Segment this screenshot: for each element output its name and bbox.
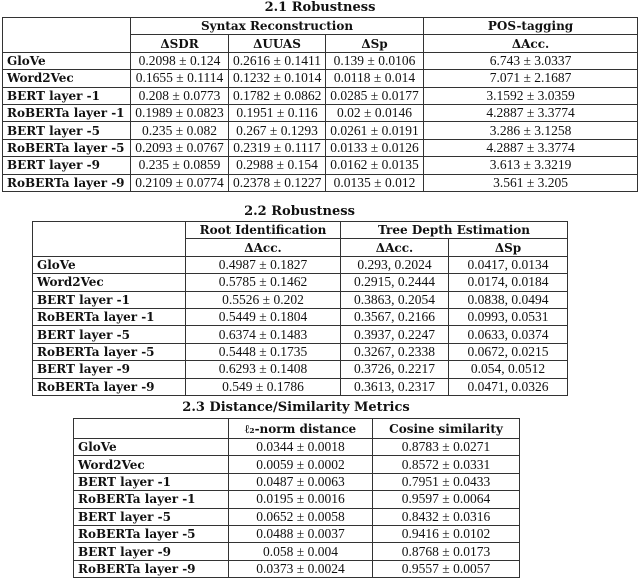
row-label: BERT layer -9 bbox=[3, 157, 131, 174]
row-label: RoBERTa layer -1 bbox=[74, 491, 229, 508]
value-cell: 0.267 ± 0.1293 bbox=[229, 122, 326, 139]
value-cell: 0.058 ± 0.004 bbox=[229, 543, 373, 560]
table-row bbox=[33, 343, 568, 360]
column-header: Cosine similarity bbox=[373, 419, 520, 439]
value-cell: 0.139 ± 0.0106 bbox=[326, 52, 424, 69]
table-row bbox=[3, 157, 638, 174]
value-cell: 0.1232 ± 0.1014 bbox=[229, 70, 326, 87]
value-cell: 0.0652 ± 0.0058 bbox=[229, 508, 373, 525]
value-cell: 0.0993, 0.0531 bbox=[449, 308, 568, 325]
value-cell: 0.0373 ± 0.0024 bbox=[229, 560, 373, 577]
distance-similarity-table bbox=[73, 418, 520, 578]
value-cell: 0.1989 ± 0.0823 bbox=[131, 104, 229, 121]
row-label: Word2Vec bbox=[33, 274, 186, 291]
table-row bbox=[74, 473, 520, 490]
value-cell: 0.0285 ± 0.0177 bbox=[326, 87, 424, 104]
row-label: BERT layer -1 bbox=[33, 291, 186, 308]
value-cell: 0.3613, 0.2317 bbox=[341, 378, 449, 395]
value-cell: 0.235 ± 0.082 bbox=[131, 122, 229, 139]
row-label: GloVe bbox=[33, 256, 186, 273]
table-row bbox=[74, 491, 520, 508]
value-cell: 0.5526 ± 0.202 bbox=[186, 291, 341, 308]
column-header: ΔAcc. bbox=[341, 239, 449, 256]
value-cell: 3.613 ± 3.3219 bbox=[424, 157, 638, 174]
value-cell: 0.7951 ± 0.0433 bbox=[373, 473, 520, 490]
row-label: RoBERTa layer -5 bbox=[74, 525, 229, 542]
empty-corner-cell bbox=[33, 222, 186, 257]
value-cell: 0.8783 ± 0.0271 bbox=[373, 439, 520, 456]
group-header: POS-tagging bbox=[424, 18, 638, 35]
column-header: ΔAcc. bbox=[186, 239, 341, 256]
row-label: RoBERTa layer -9 bbox=[33, 378, 186, 395]
value-cell: 0.5785 ± 0.1462 bbox=[186, 274, 341, 291]
row-label: BERT layer -9 bbox=[74, 543, 229, 560]
value-cell: 0.2109 ± 0.0774 bbox=[131, 174, 229, 191]
value-cell: 0.549 ± 0.1786 bbox=[186, 378, 341, 395]
value-cell: 0.0633, 0.0374 bbox=[449, 326, 568, 343]
value-cell: 0.235 ± 0.0859 bbox=[131, 157, 229, 174]
value-cell: 4.2887 ± 3.3774 bbox=[424, 139, 638, 156]
value-cell: 0.6293 ± 0.1408 bbox=[186, 361, 341, 378]
value-cell: 0.0417, 0.0134 bbox=[449, 256, 568, 273]
column-header-row bbox=[74, 419, 520, 439]
table-row bbox=[74, 456, 520, 473]
row-label: BERT layer -5 bbox=[74, 508, 229, 525]
table-row bbox=[3, 52, 638, 69]
column-header: ΔSp bbox=[326, 35, 424, 52]
value-cell: 0.5449 ± 0.1804 bbox=[186, 308, 341, 325]
value-cell: 0.8432 ± 0.0316 bbox=[373, 508, 520, 525]
value-cell: 0.3567, 0.2166 bbox=[341, 308, 449, 325]
value-cell: 0.0344 ± 0.0018 bbox=[229, 439, 373, 456]
row-label: Word2Vec bbox=[3, 70, 131, 87]
table-row bbox=[33, 361, 568, 378]
value-cell: 0.0162 ± 0.0135 bbox=[326, 157, 424, 174]
value-cell: 0.0118 ± 0.014 bbox=[326, 70, 424, 87]
value-cell: 0.1951 ± 0.116 bbox=[229, 104, 326, 121]
table-row bbox=[3, 104, 638, 121]
group-header: Tree Depth Estimation bbox=[341, 222, 568, 239]
column-header: ΔSp bbox=[449, 239, 568, 256]
table-title-robustness-2: 2.2 Robustness bbox=[244, 204, 355, 219]
value-cell: 0.1655 ± 0.1114 bbox=[131, 70, 229, 87]
row-label: RoBERTa layer -9 bbox=[3, 174, 131, 191]
table-row bbox=[3, 87, 638, 104]
row-label: RoBERTa layer -5 bbox=[33, 343, 186, 360]
row-label: GloVe bbox=[3, 52, 131, 69]
row-label: BERT layer -1 bbox=[3, 87, 131, 104]
row-label: BERT layer -5 bbox=[3, 122, 131, 139]
table-row bbox=[74, 439, 520, 456]
value-cell: 7.071 ± 2.1687 bbox=[424, 70, 638, 87]
value-cell: 0.5448 ± 0.1735 bbox=[186, 343, 341, 360]
table-row bbox=[3, 139, 638, 156]
column-header: ΔAcc. bbox=[424, 35, 638, 52]
value-cell: 3.561 ± 3.205 bbox=[424, 174, 638, 191]
value-cell: 0.0261 ± 0.0191 bbox=[326, 122, 424, 139]
value-cell: 0.0174, 0.0184 bbox=[449, 274, 568, 291]
value-cell: 4.2887 ± 3.3774 bbox=[424, 104, 638, 121]
robustness-root-depth-table bbox=[32, 221, 568, 396]
group-header: Syntax Reconstruction bbox=[131, 18, 424, 35]
value-cell: 0.0195 ± 0.0016 bbox=[229, 491, 373, 508]
table-row bbox=[33, 256, 568, 273]
value-cell: 0.2378 ± 0.1227 bbox=[229, 174, 326, 191]
row-label: RoBERTa layer -9 bbox=[74, 560, 229, 577]
column-header: ΔSDR bbox=[131, 35, 229, 52]
table-row bbox=[74, 543, 520, 560]
row-label: BERT layer -9 bbox=[33, 361, 186, 378]
value-cell: 0.2098 ± 0.124 bbox=[131, 52, 229, 69]
value-cell: 0.0471, 0.0326 bbox=[449, 378, 568, 395]
value-cell: 0.2319 ± 0.1117 bbox=[229, 139, 326, 156]
value-cell: 0.1782 ± 0.0862 bbox=[229, 87, 326, 104]
column-header: ℓ₂-norm distance bbox=[229, 419, 373, 439]
value-cell: 0.8768 ± 0.0173 bbox=[373, 543, 520, 560]
value-cell: 0.3937, 0.2247 bbox=[341, 326, 449, 343]
value-cell: 0.4987 ± 0.1827 bbox=[186, 256, 341, 273]
value-cell: 0.9597 ± 0.0064 bbox=[373, 491, 520, 508]
table-row bbox=[3, 174, 638, 191]
group-header: Root Identification bbox=[186, 222, 341, 239]
row-label: RoBERTa layer -5 bbox=[3, 139, 131, 156]
table-row bbox=[3, 122, 638, 139]
value-cell: 6.743 ± 3.0337 bbox=[424, 52, 638, 69]
table-row bbox=[74, 508, 520, 525]
robustness-syntax-pos-table bbox=[2, 17, 638, 192]
table-row bbox=[3, 70, 638, 87]
empty-corner-cell bbox=[74, 419, 229, 439]
value-cell: 0.02 ± 0.0146 bbox=[326, 104, 424, 121]
value-cell: 0.6374 ± 0.1483 bbox=[186, 326, 341, 343]
value-cell: 0.2093 ± 0.0767 bbox=[131, 139, 229, 156]
value-cell: 0.9557 ± 0.0057 bbox=[373, 560, 520, 577]
value-cell: 3.286 ± 3.1258 bbox=[424, 122, 638, 139]
value-cell: 0.0059 ± 0.0002 bbox=[229, 456, 373, 473]
table-row bbox=[33, 308, 568, 325]
table-row bbox=[33, 291, 568, 308]
group-header-row bbox=[3, 18, 638, 35]
value-cell: 0.293, 0.2024 bbox=[341, 256, 449, 273]
row-label: BERT layer -1 bbox=[74, 473, 229, 490]
value-cell: 0.0488 ± 0.0037 bbox=[229, 525, 373, 542]
value-cell: 0.2915, 0.2444 bbox=[341, 274, 449, 291]
table-row bbox=[33, 274, 568, 291]
row-label: RoBERTa layer -1 bbox=[3, 104, 131, 121]
row-label: Word2Vec bbox=[74, 456, 229, 473]
row-label: BERT layer -5 bbox=[33, 326, 186, 343]
row-label: RoBERTa layer -1 bbox=[33, 308, 186, 325]
value-cell: 3.1592 ± 3.0359 bbox=[424, 87, 638, 104]
table-row bbox=[74, 525, 520, 542]
table-row bbox=[33, 326, 568, 343]
value-cell: 0.0838, 0.0494 bbox=[449, 291, 568, 308]
empty-corner-cell bbox=[3, 18, 131, 53]
value-cell: 0.3726, 0.2217 bbox=[341, 361, 449, 378]
value-cell: 0.3267, 0.2338 bbox=[341, 343, 449, 360]
value-cell: 0.2616 ± 0.1411 bbox=[229, 52, 326, 69]
table-title-distance-similarity: 2.3 Distance/Similarity Metrics bbox=[182, 400, 410, 415]
column-header: ΔUUAS bbox=[229, 35, 326, 52]
value-cell: 0.054, 0.0512 bbox=[449, 361, 568, 378]
value-cell: 0.0135 ± 0.012 bbox=[326, 174, 424, 191]
value-cell: 0.8572 ± 0.0331 bbox=[373, 456, 520, 473]
row-label: GloVe bbox=[74, 439, 229, 456]
value-cell: 0.0133 ± 0.0126 bbox=[326, 139, 424, 156]
value-cell: 0.208 ± 0.0773 bbox=[131, 87, 229, 104]
table-title-robustness-1: 2.1 Robustness bbox=[264, 0, 376, 15]
value-cell: 0.0487 ± 0.0063 bbox=[229, 473, 373, 490]
group-header-row bbox=[33, 222, 568, 239]
value-cell: 0.3863, 0.2054 bbox=[341, 291, 449, 308]
value-cell: 0.0672, 0.0215 bbox=[449, 343, 568, 360]
value-cell: 0.9416 ± 0.0102 bbox=[373, 525, 520, 542]
value-cell: 0.2988 ± 0.154 bbox=[229, 157, 326, 174]
table-row bbox=[33, 378, 568, 395]
table-row bbox=[74, 560, 520, 577]
